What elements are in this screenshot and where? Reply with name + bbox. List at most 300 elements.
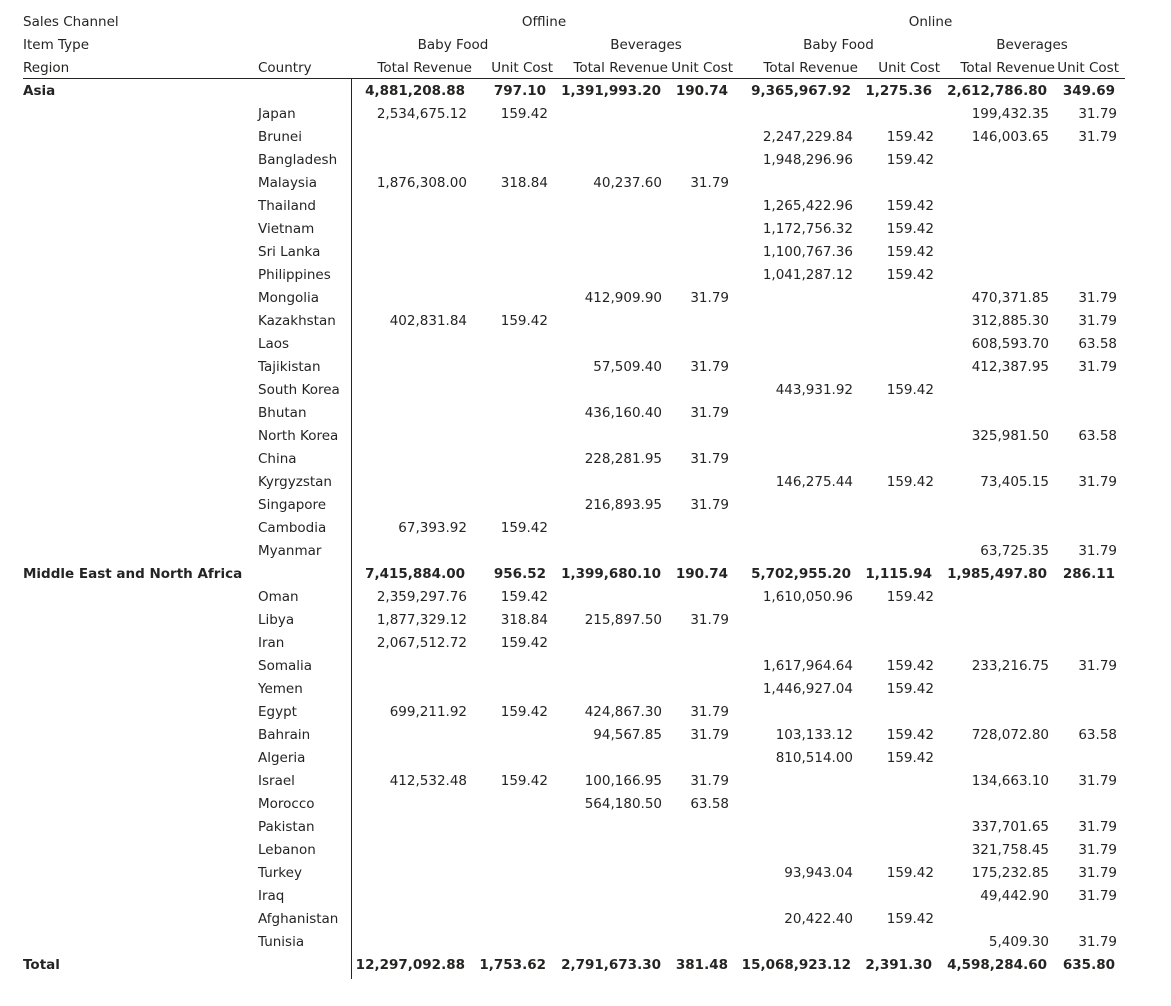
unit-cost-cell bbox=[467, 149, 548, 172]
unit-cost-cell: 31.79 bbox=[690, 405, 729, 421]
country-cell: Lebanon bbox=[258, 842, 316, 858]
total-revenue-cell: 15,068,923.12 bbox=[741, 957, 851, 973]
unit-cost-cell bbox=[662, 839, 729, 862]
total-revenue-cell: 436,160.40 bbox=[584, 405, 662, 421]
total-revenue-cell bbox=[934, 172, 1049, 195]
unit-cost-cell bbox=[467, 402, 548, 425]
unit-cost-cell: 31.79 bbox=[690, 773, 729, 789]
header-online-beverages[interactable]: Beverages bbox=[996, 37, 1068, 53]
total-revenue-cell bbox=[351, 793, 467, 816]
total-revenue-cell bbox=[351, 747, 467, 770]
total-revenue-cell: 4,881,208.88 bbox=[365, 83, 465, 99]
total-revenue-cell bbox=[934, 609, 1049, 632]
unit-cost-cell bbox=[467, 655, 548, 678]
total-revenue-cell: 337,701.65 bbox=[971, 819, 1049, 835]
header-col-total-revenue[interactable]: Total Revenue bbox=[960, 60, 1055, 76]
header-col-unit-cost[interactable]: Unit Cost bbox=[671, 60, 733, 76]
country-cell: Oman bbox=[258, 589, 299, 605]
unit-cost-cell: 31.79 bbox=[1078, 359, 1117, 375]
table-row bbox=[0, 793, 1171, 816]
unit-cost-cell: 63.58 bbox=[1078, 428, 1117, 444]
header-row-sales-channel bbox=[0, 11, 1171, 34]
total-revenue-cell bbox=[351, 655, 467, 678]
unit-cost-cell bbox=[853, 701, 934, 724]
total-revenue-cell: 1,948,296.96 bbox=[762, 152, 853, 168]
total-revenue-cell bbox=[548, 195, 662, 218]
total-revenue-cell: 93,943.04 bbox=[784, 865, 853, 881]
table-row bbox=[0, 747, 1171, 770]
unit-cost-cell: 159.42 bbox=[886, 911, 934, 927]
header-divider bbox=[23, 78, 1125, 79]
total-revenue-cell bbox=[548, 655, 662, 678]
total-revenue-cell bbox=[548, 839, 662, 862]
total-revenue-cell bbox=[351, 448, 467, 471]
total-revenue-cell bbox=[548, 126, 662, 149]
total-revenue-cell: 1,985,497.80 bbox=[947, 566, 1047, 582]
total-revenue-cell: 5,702,955.20 bbox=[751, 566, 851, 582]
unit-cost-cell: 63.58 bbox=[1078, 727, 1117, 743]
header-col-unit-cost[interactable]: Unit Cost bbox=[878, 60, 940, 76]
table-row bbox=[0, 839, 1171, 862]
unit-cost-cell bbox=[662, 471, 729, 494]
unit-cost-cell bbox=[467, 678, 548, 701]
unit-cost-cell: 1,753.62 bbox=[479, 957, 546, 973]
total-revenue-cell: 233,216.75 bbox=[971, 658, 1049, 674]
unit-cost-cell bbox=[853, 333, 934, 356]
unit-cost-cell: 159.42 bbox=[500, 635, 548, 651]
unit-cost-cell: 159.42 bbox=[886, 681, 934, 697]
unit-cost-cell: 635.80 bbox=[1062, 957, 1115, 973]
unit-cost-cell: 318.84 bbox=[500, 612, 548, 628]
unit-cost-cell bbox=[853, 402, 934, 425]
table-row bbox=[0, 103, 1171, 126]
table-row bbox=[0, 816, 1171, 839]
unit-cost-cell bbox=[662, 908, 729, 931]
header-col-total-revenue[interactable]: Total Revenue bbox=[573, 60, 668, 76]
total-revenue-cell: 2,067,512.72 bbox=[376, 635, 467, 651]
total-revenue-cell bbox=[548, 540, 662, 563]
unit-cost-cell bbox=[662, 747, 729, 770]
table-row bbox=[0, 218, 1171, 241]
total-revenue-cell: 1,172,756.32 bbox=[762, 221, 853, 237]
unit-cost-cell: 31.79 bbox=[1078, 658, 1117, 674]
total-revenue-cell: 412,532.48 bbox=[389, 773, 467, 789]
total-revenue-cell bbox=[934, 747, 1049, 770]
total-revenue-cell bbox=[934, 379, 1049, 402]
total-revenue-cell: 94,567.85 bbox=[593, 727, 662, 743]
total-revenue-cell bbox=[934, 632, 1049, 655]
total-revenue-cell bbox=[351, 402, 467, 425]
header-offline[interactable]: Offline bbox=[521, 14, 567, 30]
total-revenue-cell bbox=[729, 793, 853, 816]
header-offline-baby-food[interactable]: Baby Food bbox=[417, 37, 489, 53]
total-revenue-cell bbox=[351, 471, 467, 494]
unit-cost-cell: 31.79 bbox=[690, 359, 729, 375]
unit-cost-cell bbox=[662, 103, 729, 126]
total-revenue-cell bbox=[934, 218, 1049, 241]
unit-cost-cell: 1,275.36 bbox=[865, 83, 932, 99]
unit-cost-cell bbox=[662, 931, 729, 954]
total-revenue-cell: 402,831.84 bbox=[389, 313, 467, 329]
unit-cost-cell bbox=[467, 218, 548, 241]
total-revenue-cell: 412,387.95 bbox=[971, 359, 1049, 375]
country-cell: Cambodia bbox=[258, 520, 327, 536]
unit-cost-cell bbox=[1049, 172, 1117, 195]
unit-cost-cell bbox=[853, 287, 934, 310]
country-cell: Turkey bbox=[258, 865, 302, 881]
header-online[interactable]: Online bbox=[908, 14, 953, 30]
unit-cost-cell bbox=[662, 862, 729, 885]
header-col-unit-cost[interactable]: Unit Cost bbox=[491, 60, 553, 76]
unit-cost-cell: 31.79 bbox=[1078, 934, 1117, 950]
total-revenue-cell bbox=[351, 241, 467, 264]
total-revenue-cell: 228,281.95 bbox=[584, 451, 662, 467]
total-revenue-cell bbox=[351, 195, 467, 218]
header-row-columns bbox=[0, 57, 1171, 80]
total-revenue-cell: 49,442.90 bbox=[980, 888, 1049, 904]
total-revenue-cell bbox=[934, 701, 1049, 724]
unit-cost-cell bbox=[853, 517, 934, 540]
total-revenue-cell: 2,791,673.30 bbox=[561, 957, 661, 973]
header-offline-beverages[interactable]: Beverages bbox=[610, 37, 682, 53]
country-cell: Bangladesh bbox=[258, 152, 338, 168]
total-label: Total bbox=[23, 957, 60, 973]
total-revenue-cell bbox=[351, 149, 467, 172]
total-revenue-cell bbox=[934, 149, 1049, 172]
header-col-total-revenue[interactable]: Total Revenue bbox=[763, 60, 858, 76]
total-revenue-cell: 216,893.95 bbox=[584, 497, 662, 513]
total-revenue-cell: 412,909.90 bbox=[584, 290, 662, 306]
unit-cost-cell: 2,391.30 bbox=[865, 957, 932, 973]
table-row bbox=[0, 149, 1171, 172]
country-cell: Iraq bbox=[258, 888, 285, 904]
total-revenue-cell: 728,072.80 bbox=[971, 727, 1049, 743]
total-revenue-cell bbox=[548, 862, 662, 885]
total-revenue-cell bbox=[934, 402, 1049, 425]
total-revenue-cell bbox=[548, 310, 662, 333]
table-row bbox=[0, 333, 1171, 356]
total-revenue-cell bbox=[351, 931, 467, 954]
unit-cost-cell: 31.79 bbox=[690, 612, 729, 628]
unit-cost-cell: 31.79 bbox=[690, 290, 729, 306]
unit-cost-cell: 31.79 bbox=[1078, 106, 1117, 122]
unit-cost-cell bbox=[662, 264, 729, 287]
unit-cost-cell bbox=[662, 379, 729, 402]
country-cell: Sri Lanka bbox=[258, 244, 321, 260]
total-revenue-cell: 1,100,767.36 bbox=[762, 244, 853, 260]
unit-cost-cell: 1,115.94 bbox=[865, 566, 932, 582]
table-row bbox=[0, 379, 1171, 402]
total-revenue-cell bbox=[729, 402, 853, 425]
unit-cost-cell bbox=[467, 724, 548, 747]
total-revenue-cell bbox=[729, 448, 853, 471]
total-revenue-cell bbox=[729, 287, 853, 310]
header-region[interactable]: Region bbox=[23, 60, 70, 76]
total-revenue-cell: 321,758.45 bbox=[971, 842, 1049, 858]
region-cell[interactable]: Middle East and North Africa bbox=[23, 566, 243, 582]
total-revenue-cell bbox=[548, 885, 662, 908]
unit-cost-cell bbox=[467, 839, 548, 862]
total-revenue-cell: 175,232.85 bbox=[971, 865, 1049, 881]
country-cell: Myanmar bbox=[258, 543, 322, 559]
total-revenue-cell bbox=[548, 264, 662, 287]
unit-cost-cell: 31.79 bbox=[1078, 819, 1117, 835]
table-row bbox=[0, 517, 1171, 540]
country-cell: Yemen bbox=[258, 681, 303, 697]
unit-cost-cell bbox=[1049, 632, 1117, 655]
country-cell: Bhutan bbox=[258, 405, 307, 421]
total-revenue-cell bbox=[548, 333, 662, 356]
unit-cost-cell bbox=[853, 356, 934, 379]
unit-cost-cell bbox=[853, 770, 934, 793]
total-revenue-cell bbox=[548, 678, 662, 701]
country-cell: Pakistan bbox=[258, 819, 315, 835]
total-revenue-cell: 73,405.15 bbox=[980, 474, 1049, 490]
unit-cost-cell bbox=[467, 356, 548, 379]
total-revenue-cell bbox=[548, 816, 662, 839]
unit-cost-cell bbox=[853, 816, 934, 839]
unit-cost-cell bbox=[853, 931, 934, 954]
total-revenue-cell bbox=[934, 678, 1049, 701]
total-revenue-cell: 134,663.10 bbox=[971, 773, 1049, 789]
total-revenue-cell bbox=[548, 471, 662, 494]
total-revenue-cell: 5,409.30 bbox=[988, 934, 1049, 950]
unit-cost-cell: 159.42 bbox=[500, 773, 548, 789]
country-cell: Tajikistan bbox=[258, 359, 321, 375]
total-revenue-cell: 103,133.12 bbox=[775, 727, 853, 743]
table-row bbox=[0, 241, 1171, 264]
table-row bbox=[0, 540, 1171, 563]
country-cell: Philippines bbox=[258, 267, 331, 283]
total-revenue-cell bbox=[351, 333, 467, 356]
unit-cost-cell bbox=[467, 425, 548, 448]
country-cell: Somalia bbox=[258, 658, 313, 674]
country-cell: Malaysia bbox=[258, 175, 317, 191]
unit-cost-cell bbox=[662, 632, 729, 655]
total-revenue-cell bbox=[351, 724, 467, 747]
total-revenue-cell bbox=[729, 517, 853, 540]
unit-cost-cell: 31.79 bbox=[1078, 290, 1117, 306]
total-revenue-cell bbox=[548, 747, 662, 770]
unit-cost-cell: 190.74 bbox=[675, 83, 728, 99]
table-row bbox=[0, 678, 1171, 701]
region-cell[interactable]: Asia bbox=[23, 83, 56, 99]
table-row bbox=[0, 126, 1171, 149]
total-revenue-cell: 63,725.35 bbox=[980, 543, 1049, 559]
unit-cost-cell bbox=[1049, 448, 1117, 471]
total-revenue-cell bbox=[351, 379, 467, 402]
total-revenue-cell bbox=[729, 931, 853, 954]
unit-cost-cell bbox=[662, 195, 729, 218]
header-item-type-label: Item Type bbox=[23, 37, 90, 53]
unit-cost-cell: 31.79 bbox=[1078, 773, 1117, 789]
country-cell: Iran bbox=[258, 635, 285, 651]
unit-cost-cell bbox=[467, 862, 548, 885]
total-revenue-cell bbox=[729, 885, 853, 908]
total-revenue-cell: 1,391,993.20 bbox=[561, 83, 661, 99]
unit-cost-cell: 159.42 bbox=[500, 520, 548, 536]
table-row bbox=[0, 402, 1171, 425]
total-revenue-cell bbox=[729, 540, 853, 563]
region-row bbox=[0, 80, 1171, 103]
table-row bbox=[0, 862, 1171, 885]
total-revenue-cell bbox=[729, 770, 853, 793]
total-revenue-cell: 4,598,284.60 bbox=[947, 957, 1047, 973]
total-revenue-cell: 1,617,964.64 bbox=[762, 658, 853, 674]
unit-cost-cell: 159.42 bbox=[886, 382, 934, 398]
country-cell: South Korea bbox=[258, 382, 340, 398]
total-revenue-cell: 2,612,786.80 bbox=[947, 83, 1047, 99]
total-revenue-cell bbox=[729, 701, 853, 724]
total-revenue-cell bbox=[729, 310, 853, 333]
total-revenue-cell: 100,166.95 bbox=[584, 773, 662, 789]
country-cell: Israel bbox=[258, 773, 295, 789]
unit-cost-cell: 31.79 bbox=[690, 704, 729, 720]
unit-cost-cell bbox=[1049, 747, 1117, 770]
unit-cost-cell bbox=[467, 333, 548, 356]
total-revenue-cell bbox=[351, 678, 467, 701]
total-revenue-cell bbox=[729, 333, 853, 356]
unit-cost-cell bbox=[1049, 241, 1117, 264]
unit-cost-cell bbox=[662, 540, 729, 563]
unit-cost-cell bbox=[1049, 678, 1117, 701]
total-revenue-cell bbox=[351, 264, 467, 287]
total-revenue-cell bbox=[548, 931, 662, 954]
total-revenue-cell: 12,297,092.88 bbox=[355, 957, 465, 973]
total-revenue-cell bbox=[351, 839, 467, 862]
unit-cost-cell bbox=[1049, 517, 1117, 540]
country-cell: Laos bbox=[258, 336, 290, 352]
unit-cost-cell: 159.42 bbox=[886, 221, 934, 237]
country-cell: Thailand bbox=[258, 198, 316, 214]
total-revenue-cell: 1,265,422.96 bbox=[762, 198, 853, 214]
unit-cost-cell: 159.42 bbox=[886, 658, 934, 674]
total-revenue-cell bbox=[548, 425, 662, 448]
unit-cost-cell bbox=[1049, 494, 1117, 517]
header-sales-channel-label: Sales Channel bbox=[23, 14, 119, 30]
total-revenue-cell: 608,593.70 bbox=[971, 336, 1049, 352]
total-revenue-cell: 146,275.44 bbox=[775, 474, 853, 490]
table-row bbox=[0, 471, 1171, 494]
unit-cost-cell bbox=[1049, 701, 1117, 724]
total-revenue-cell bbox=[351, 885, 467, 908]
unit-cost-cell bbox=[1049, 908, 1117, 931]
unit-cost-cell: 159.42 bbox=[500, 313, 548, 329]
unit-cost-cell bbox=[1049, 218, 1117, 241]
total-revenue-cell bbox=[729, 632, 853, 655]
header-col-unit-cost[interactable]: Unit Cost bbox=[1057, 60, 1119, 76]
unit-cost-cell bbox=[662, 310, 729, 333]
country-cell: Kyrgyzstan bbox=[258, 474, 332, 490]
total-revenue-cell bbox=[548, 379, 662, 402]
unit-cost-cell bbox=[662, 425, 729, 448]
unit-cost-cell bbox=[467, 747, 548, 770]
header-country[interactable]: Country bbox=[258, 60, 312, 76]
unit-cost-cell: 159.42 bbox=[500, 704, 548, 720]
table-row bbox=[0, 172, 1171, 195]
total-revenue-cell: 470,371.85 bbox=[971, 290, 1049, 306]
region-row bbox=[0, 563, 1171, 586]
unit-cost-cell: 31.79 bbox=[690, 451, 729, 467]
unit-cost-cell bbox=[853, 494, 934, 517]
unit-cost-cell bbox=[467, 448, 548, 471]
country-cell: Kazakhstan bbox=[258, 313, 336, 329]
total-revenue-cell: 810,514.00 bbox=[775, 750, 853, 766]
unit-cost-cell: 31.79 bbox=[1078, 842, 1117, 858]
unit-cost-cell bbox=[662, 885, 729, 908]
total-revenue-cell bbox=[548, 632, 662, 655]
country-cell: Algeria bbox=[258, 750, 306, 766]
unit-cost-cell: 31.79 bbox=[1078, 865, 1117, 881]
unit-cost-cell: 159.42 bbox=[500, 589, 548, 605]
unit-cost-cell bbox=[1049, 149, 1117, 172]
total-revenue-cell: 20,422.40 bbox=[784, 911, 853, 927]
unit-cost-cell: 159.42 bbox=[886, 750, 934, 766]
unit-cost-cell bbox=[467, 287, 548, 310]
total-revenue-cell bbox=[729, 356, 853, 379]
total-revenue-cell bbox=[351, 287, 467, 310]
unit-cost-cell bbox=[853, 425, 934, 448]
table-row bbox=[0, 264, 1171, 287]
total-revenue-cell bbox=[351, 494, 467, 517]
header-row-item-type bbox=[0, 34, 1171, 57]
total-revenue-cell bbox=[351, 540, 467, 563]
total-revenue-cell bbox=[351, 816, 467, 839]
unit-cost-cell bbox=[662, 241, 729, 264]
total-revenue-cell: 199,432.35 bbox=[971, 106, 1049, 122]
unit-cost-cell bbox=[853, 609, 934, 632]
header-col-total-revenue[interactable]: Total Revenue bbox=[377, 60, 472, 76]
total-revenue-cell: 146,003.65 bbox=[971, 129, 1049, 145]
total-revenue-cell bbox=[729, 609, 853, 632]
unit-cost-cell bbox=[1049, 793, 1117, 816]
total-revenue-cell bbox=[729, 425, 853, 448]
country-cell: Morocco bbox=[258, 796, 315, 812]
unit-cost-cell bbox=[467, 540, 548, 563]
table-row bbox=[0, 609, 1171, 632]
total-revenue-cell bbox=[351, 425, 467, 448]
unit-cost-cell bbox=[853, 793, 934, 816]
unit-cost-cell: 31.79 bbox=[690, 175, 729, 191]
unit-cost-cell bbox=[662, 149, 729, 172]
total-revenue-cell: 1,041,287.12 bbox=[762, 267, 853, 283]
unit-cost-cell bbox=[467, 471, 548, 494]
unit-cost-cell bbox=[662, 333, 729, 356]
unit-cost-cell: 797.10 bbox=[493, 83, 546, 99]
country-cell: Singapore bbox=[258, 497, 327, 513]
table-row bbox=[0, 632, 1171, 655]
unit-cost-cell: 31.79 bbox=[690, 497, 729, 513]
table-row bbox=[0, 310, 1171, 333]
total-revenue-cell: 312,885.30 bbox=[971, 313, 1049, 329]
unit-cost-cell bbox=[1049, 402, 1117, 425]
unit-cost-cell bbox=[1049, 379, 1117, 402]
unit-cost-cell: 31.79 bbox=[1078, 543, 1117, 559]
total-revenue-cell: 2,359,297.76 bbox=[376, 589, 467, 605]
unit-cost-cell: 63.58 bbox=[690, 796, 729, 812]
unit-cost-cell: 31.79 bbox=[1078, 474, 1117, 490]
total-revenue-cell bbox=[934, 494, 1049, 517]
unit-cost-cell bbox=[662, 816, 729, 839]
unit-cost-cell bbox=[467, 241, 548, 264]
total-revenue-cell bbox=[729, 816, 853, 839]
table-row bbox=[0, 356, 1171, 379]
unit-cost-cell: 159.42 bbox=[886, 267, 934, 283]
total-revenue-cell bbox=[729, 839, 853, 862]
unit-cost-cell bbox=[853, 172, 934, 195]
table-row bbox=[0, 931, 1171, 954]
header-online-baby-food[interactable]: Baby Food bbox=[803, 37, 874, 53]
